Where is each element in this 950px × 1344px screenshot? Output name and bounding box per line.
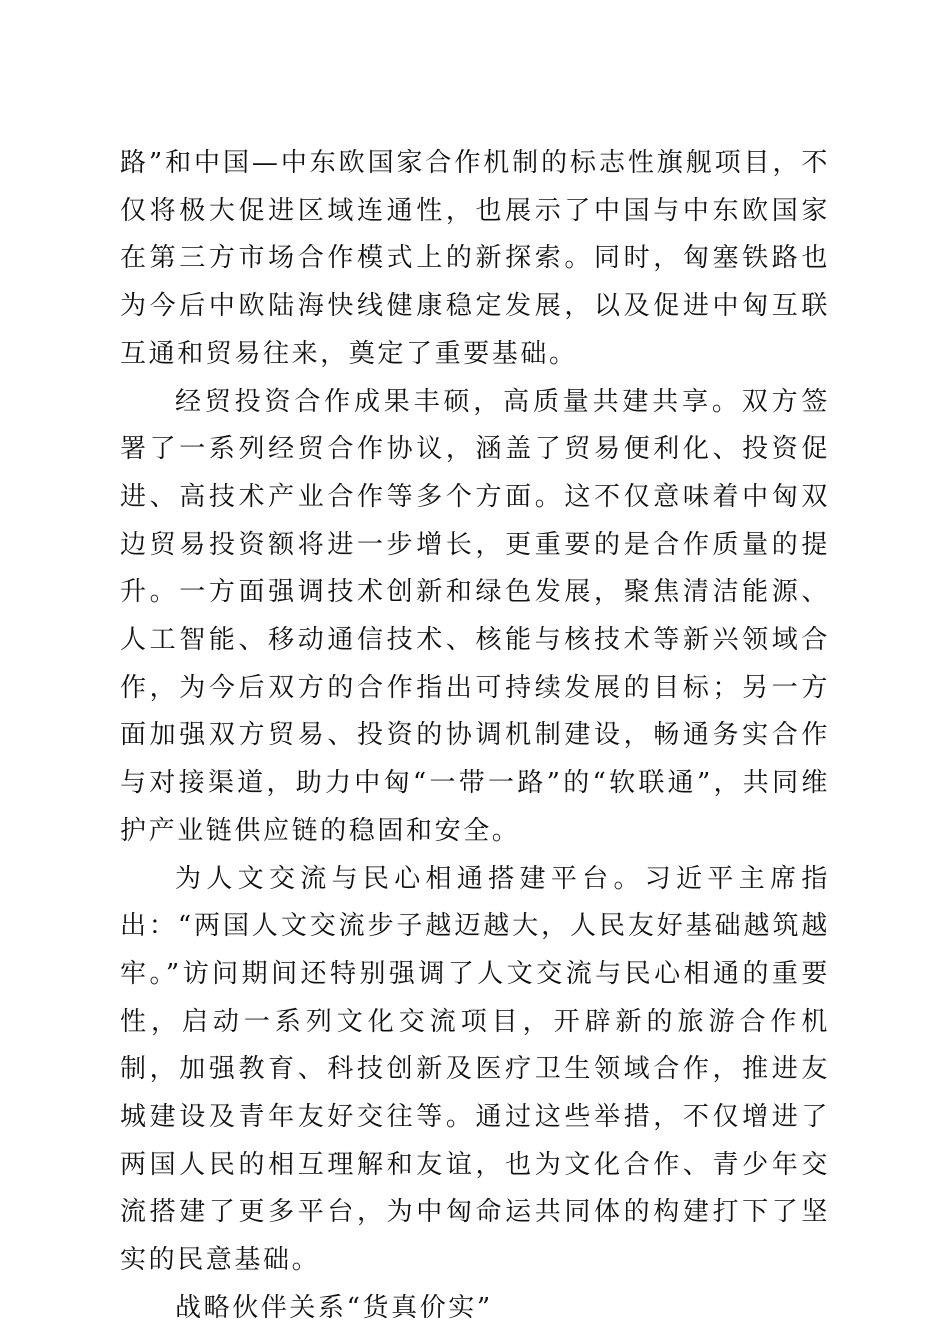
section-heading-strategic-partnership: 战略伙伴关系“货真价实” (175, 1292, 493, 1323)
paragraph-cultural-exchange: 为人文交流与民心相通搭建平台。习近平主席指出：“两国人文交流步子越迈越大，人民友好基础越筑越牢。”访问期间还特别强调了人文交流与民心相通的重要性，启动一系列文化交流项目，开辟新的旅游合作机制，加强教育、科技创新及医疗卫生领域合作，推进友城建设及青年友好交往等。通过这些举措，不仅增进了两国人民的相互理解和友谊，也为文化合作、青少年交流搭建了更多平台，为中匈命运共同体的构建打下了坚实的民意基础。 (120, 863, 830, 1276)
document-body (120, 140, 830, 1333)
paragraph-continuation: 路”和中国—中东欧国家合作机制的标志性旗舰项目，不仅将极大促进区域连通性，也展示了中国与中东欧国家在第三方市场合作模式上的新探索。同时，匈塞铁路也为今后中欧陆海快线健康稳定发展，以及促进中匈互联互通和贸易往来，奠定了重要基础。 (120, 148, 830, 369)
paragraph-trade-investment: 经贸投资合作成果丰硕，高质量共建共享。双方签署了一系列经贸合作协议，涵盖了贸易便利化、投资促进、高技术产业合作等多个方面。这不仅意味着中匈双边贸易投资额将进一步增长，更重要的是合作质量的提升。一方面强调技术创新和绿色发展，聚焦清洁能源、人工智能、移动通信技术、核能与核技术等新兴领域合作，为今后双方的合作指出可持续发展的目标；另一方面加强双方贸易、投资的协调机制建设，畅通务实合作与对接渠道，助力中匈“一带一路”的“软联通”，共同维护产业链供应链的稳固和安全。 (120, 386, 830, 846)
